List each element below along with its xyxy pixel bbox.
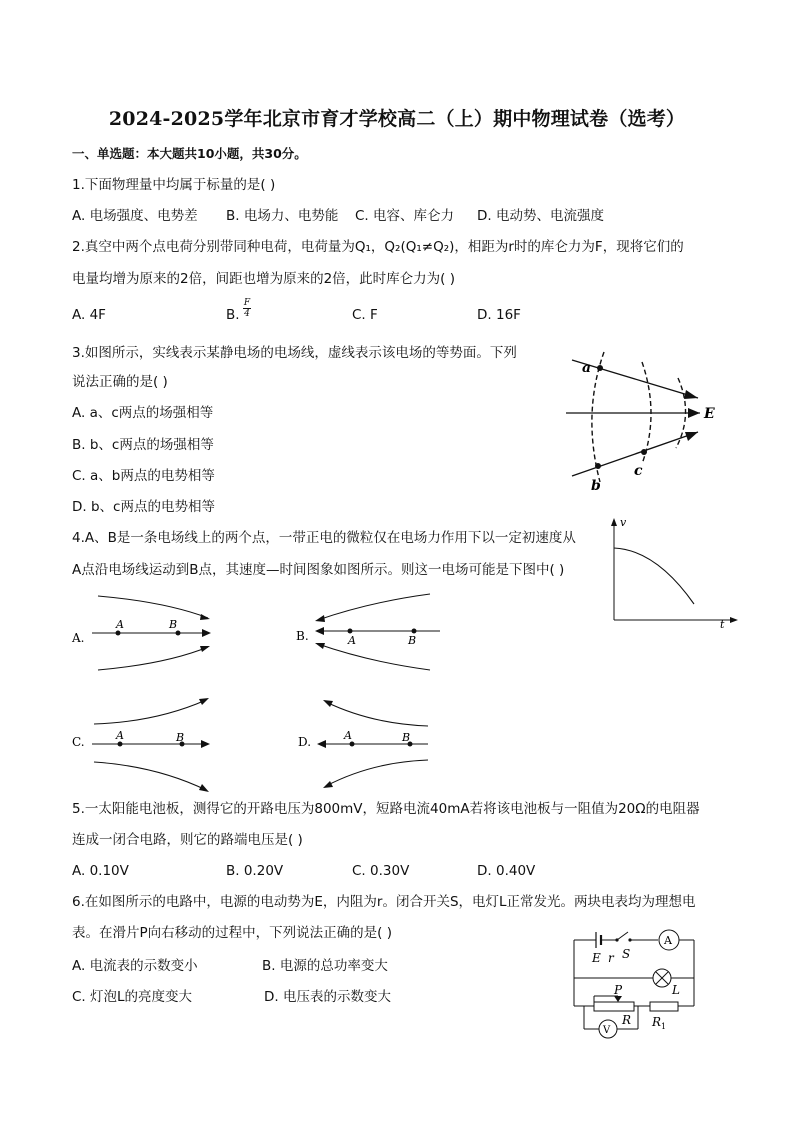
q2-fraction [243,298,251,319]
q3-point-c [641,449,647,455]
q3-label-E: E [704,406,715,422]
q5-option-d: D. 0.40V [477,863,536,879]
q1-option-b: B. 电场力、电势能 [226,208,339,224]
q4-figure-c [66,694,226,804]
q3-line2: 说法正确的是( ) [72,374,168,390]
q4-figure-d [292,694,442,804]
q6-circuit-diagram [566,926,706,1042]
q2-option-b: B. [226,307,240,323]
q4-fig-c-label: C. [72,735,85,749]
q5-option-b: B. 0.20V [226,863,284,879]
q5-line2: 连成一闭合电路，则它的路端电压是( ) [72,832,303,848]
q4-fig-a-pt-B: B [169,618,178,631]
q5-line1: 5.一太阳能电池板，测得它的开路电压为800mV，短路电流40mA若将该电池板与一阻值为20Ω的电阻器 [72,801,700,817]
q4-fig-c-pt-B: B [176,731,185,744]
q3-option-d: D. b、c两点的电势相等 [72,499,215,515]
q4-fig-d-pt-B: B [402,731,411,744]
q3-option-c: C. a、b两点的电势相等 [72,468,215,484]
q3-option-a: A. a、c两点的场强相等 [72,405,214,421]
q4-line1: 4.A、B是一条电场线上的两个点，一带正电的微粒仅在电场力作用下以一定初速度从 [72,530,576,546]
q6-option-a: A. 电流表的示数变小 [72,958,198,974]
q2-option-a: A. 4F [72,307,106,323]
q3-equipotential-1 [592,352,604,482]
q3-field-figure [560,340,730,500]
q4-line2: A点沿电场线运动到B点，其速度—时间图象如图所示。则这一电场可能是下图中( ) [72,562,565,578]
q1-option-a: A. 电场强度、电势差 [72,208,198,224]
q6-label-S: S [622,947,631,961]
q3-option-b: B. b、c两点的场强相等 [72,437,214,453]
q4-fig-b-pt-A: A [348,634,356,647]
q4-fig-d-pt-A: A [344,729,352,742]
q4-velocity-time-graph [604,516,740,630]
q6-label-E: E [592,951,601,965]
q6-line1: 6.在如图所示的电路中，电源的电动势为E，内阻为r。闭合开关S，电灯L正常发光。两块电表均为理想电 [72,894,696,910]
q6-label-r: r [608,951,614,965]
q2-line2: 电量均增为原来的2倍，间距也增为原来的2倍，此时库仑力为( ) [72,271,456,287]
q1-option-c: C. 电容、库仑力 [355,208,455,224]
q6-voltmeter-label: V [603,1025,611,1036]
q1-option-d: D. 电动势、电流强度 [477,208,604,224]
q5-option-a: A. 0.10V [72,863,129,879]
q3-label-b: b [591,478,601,494]
q5-option-c: C. 0.30V [352,863,410,879]
q4-figure-a [66,586,216,686]
q4-fig-a-pt-A: A [116,618,124,631]
q3-label-c: c [634,463,643,479]
q4-figure-b [290,586,450,686]
q2-fraction-numerator: F [243,298,251,308]
q6-label-P: P [614,983,623,997]
q6-option-c: C. 灯泡L的亮度变大 [72,989,193,1005]
q4-fig-b-pt-B: B [408,634,417,647]
q6-option-d: D. 电压表的示数变大 [264,989,391,1005]
q6-switch-lever [617,932,628,940]
q3-point-a [597,365,603,371]
q2-option-d: D. 16F [477,307,521,323]
q6-line2: 表。在滑片P向右移动的过程中，下列说法正确的是( ) [72,925,392,941]
q4-fig-b-label: B. [296,629,309,643]
q4-fig-c-pt-A: A [116,729,124,742]
q2-option-c: C. F [352,307,378,323]
q6-option-b: B. 电源的总功率变大 [262,958,388,974]
q6-label-R1-sub: 1 [661,1022,667,1031]
q2-fraction-denominator: 4 [244,309,250,319]
q2-line1: 2.真空中两个点电荷分别带同种电荷，电荷量为Q₁，Q₂(Q₁≠Q₂)，相距为r时的库仑力为F，现将它们的 [72,239,684,255]
q3-line1: 3.如图所示，实线表示某静电场的电场线，虚线表示该电场的等势面。下列 [72,345,517,361]
q6-label-R1: R [652,1015,662,1029]
q3-label-a: a [582,360,592,376]
q6-rheostat-R [594,1002,634,1011]
q3-point-b [595,463,601,469]
q1-stem: 1.下面物理量中均属于标量的是( ) [72,177,276,193]
q4-fig-d-label: D. [298,735,312,749]
q4-axis-t: t [720,618,725,630]
q6-label-R: R [622,1013,632,1027]
section-heading: 一、单选题：本大题共10小题，共30分。 [72,146,307,161]
q4-axis-v: v [620,516,627,529]
q6-label-L: L [672,983,680,997]
q4-vt-curve [614,548,694,604]
q6-resistor-R1 [650,1002,678,1011]
q6-ammeter-label: A [664,934,672,947]
q4-fig-a-label: A. [72,631,85,645]
page-title: 2024-2025学年北京市育才学校高二（上）期中物理试卷（选考） [108,108,686,130]
